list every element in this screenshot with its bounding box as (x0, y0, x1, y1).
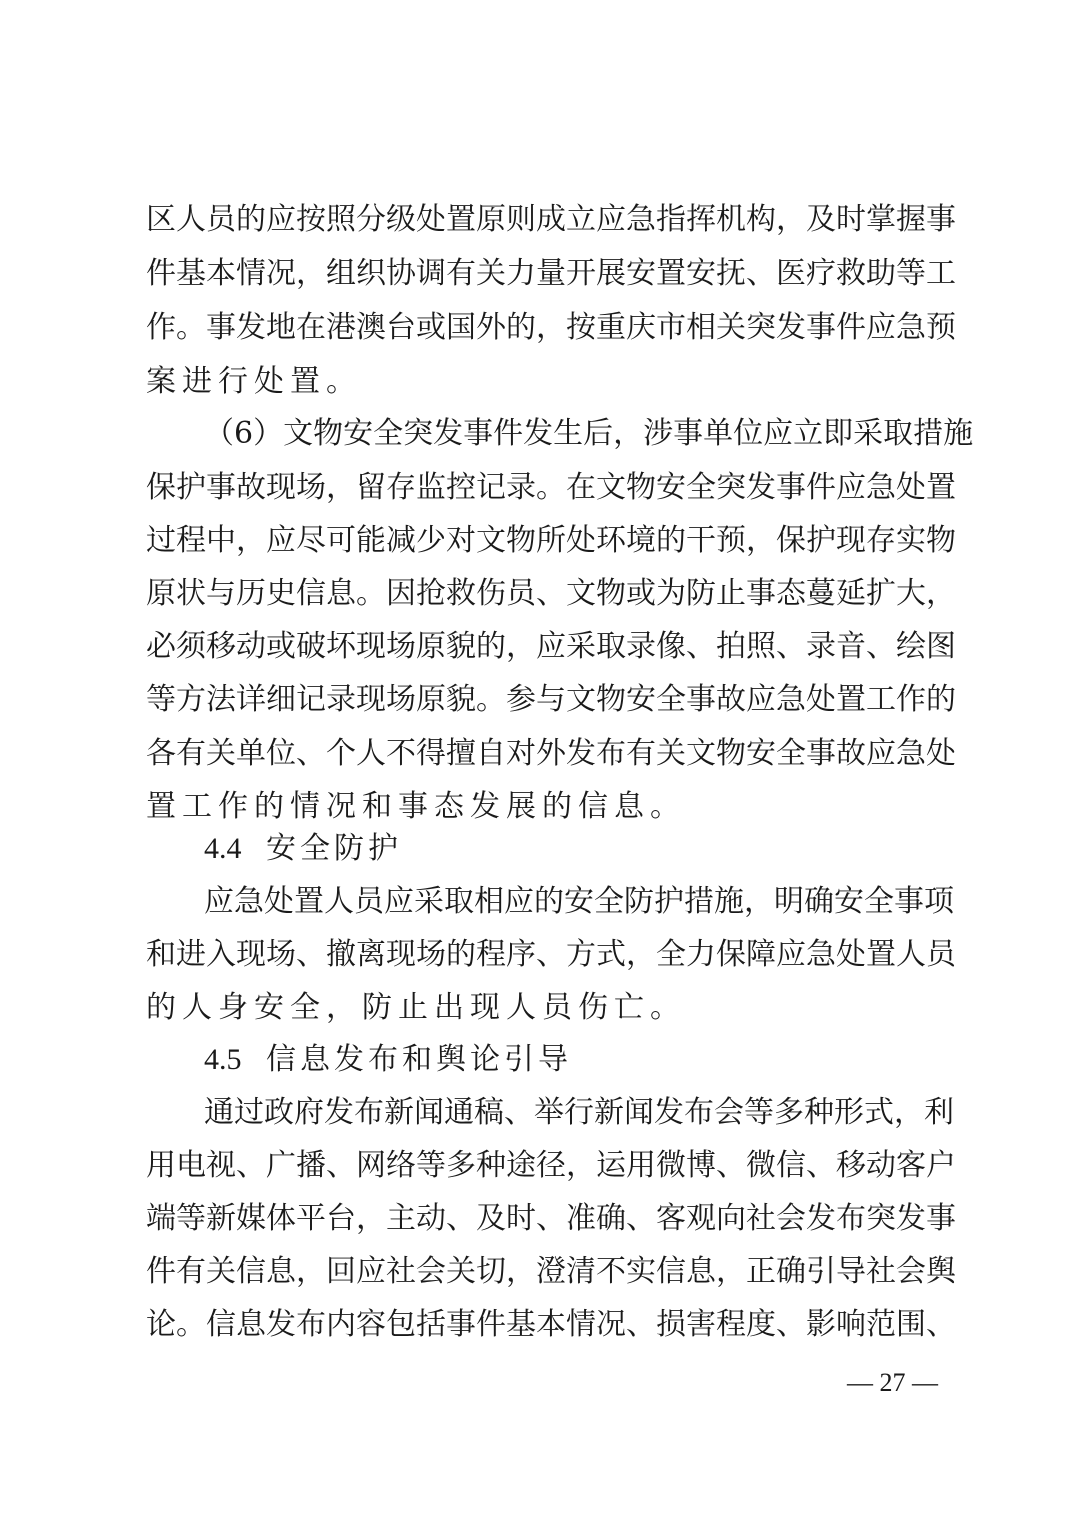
paragraph-3-line-3: 的人身安全，防止出现人员伤亡。 (146, 990, 686, 1025)
paragraph-3-line-2: 和进入现场、撤离现场的程序、方式，全力保障应急处置人员 (146, 937, 956, 972)
section-number: 4.5 (204, 1043, 242, 1076)
section-number: 4.4 (204, 832, 242, 865)
section-heading-4-5 (204, 1042, 572, 1078)
paragraph-2-line-2: 保护事故现场，留存监控记录。在文物安全突发事件应急处置 (146, 470, 956, 505)
paragraph-1-line-2: 件基本情况，组织协调有关力量开展安置安抚、医疗救助等工 (146, 256, 956, 291)
paragraph-1-line-3: 作。事发地在港澳台或国外的，按重庆市相关突发事件应急预 (146, 310, 956, 345)
section-title: 安全防护 (266, 831, 402, 866)
paragraph-4-line-4: 件有关信息，回应社会关切，澄清不实信息，正确引导社会舆 (146, 1254, 956, 1289)
page-number: — 27 — (847, 1368, 938, 1397)
section-title: 信息发布和舆论引导 (266, 1042, 572, 1077)
paragraph-4-line-2: 用电视、广播、网络等多种途径，运用微博、微信、移动客户 (146, 1148, 956, 1183)
paragraph-4-line-1: 通过政府发布新闻通稿、举行新闻发布会等多种形式，利 (204, 1095, 954, 1130)
section-heading-4-4 (204, 831, 402, 867)
paragraph-2-line-1: （6）文物安全突发事件发生后，涉事单位应立即采取措施 (204, 416, 974, 451)
paragraph-1-line-1: 区人员的应按照分级处置原则成立应急指挥机构，及时掌握事 (146, 202, 956, 237)
paragraph-2-line-8: 置工作的情况和事态发展的信息。 (146, 789, 686, 824)
paragraph-2-line-6: 等方法详细记录现场原貌。参与文物安全事故应急处置工作的 (146, 682, 956, 717)
paragraph-3-line-1: 应急处置人员应采取相应的安全防护措施，明确安全事项 (204, 884, 954, 919)
paragraph-4-line-5: 论。信息发布内容包括事件基本情况、损害程度、影响范围、 (146, 1307, 956, 1342)
paragraph-4-line-3: 端等新媒体平台，主动、及时、准确、客观向社会发布突发事 (146, 1201, 956, 1236)
paragraph-2-line-4: 原状与历史信息。因抢救伤员、文物或为防止事态蔓延扩大， (146, 576, 956, 611)
paragraph-2-line-5: 必须移动或破坏现场原貌的，应采取录像、拍照、录音、绘图 (146, 629, 956, 664)
paragraph-2-line-3: 过程中，应尽可能减少对文物所处环境的干预，保护现存实物 (146, 523, 956, 558)
paragraph-1-line-4: 案进行处置。 (146, 364, 362, 399)
paragraph-2-line-7: 各有关单位、个人不得擅自对外发布有关文物安全事故应急处 (146, 736, 956, 771)
